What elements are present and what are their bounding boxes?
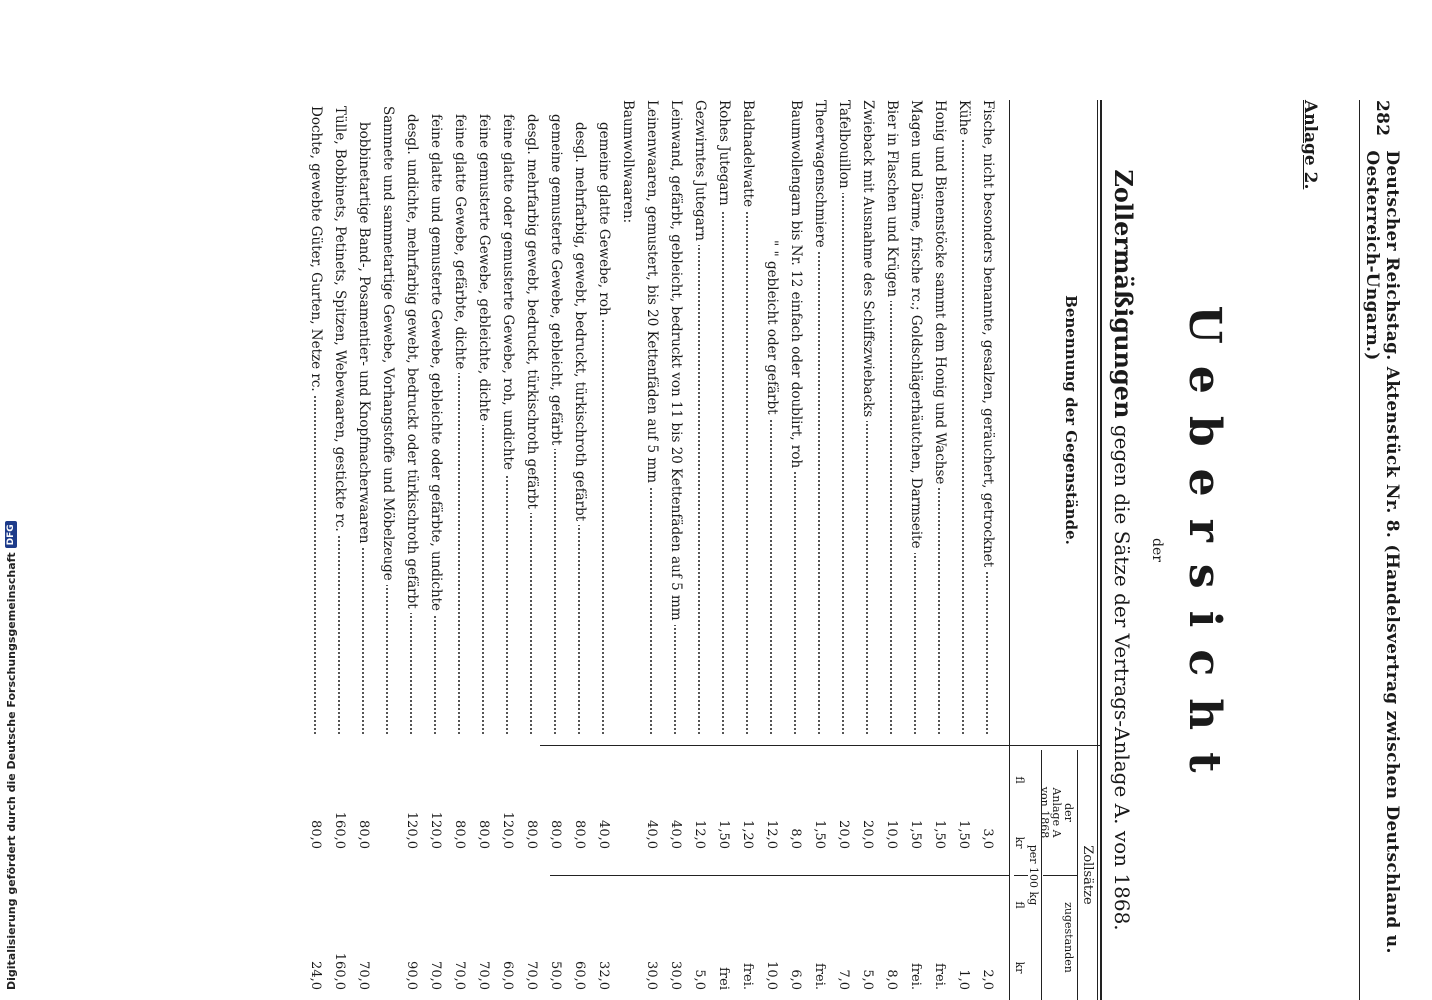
rate-1868-cell: 1,20 <box>740 820 756 849</box>
rate-1868-cell: 1,50 <box>716 820 732 849</box>
rate-1868-cell: 120,0 <box>404 811 420 849</box>
table-row <box>856 100 880 1000</box>
table-row <box>376 100 400 1000</box>
rate-1868-cell: 80,0 <box>524 820 540 849</box>
table-row <box>352 100 376 1000</box>
credit-text: Digitalisierung gefördert durch die Deutsche Forschungsgemeinschaft <box>4 552 18 990</box>
unit-fl: fl <box>1013 901 1026 909</box>
rate-conceded-cell: 24,0 <box>308 961 324 990</box>
goods-cell <box>692 100 708 740</box>
goods-name: Zwieback mit Ausnahme des Schiffszwiebacks <box>860 100 876 421</box>
goods-name: Honig und Bienenstöcke sammt dem Honig und Wachse <box>932 100 948 488</box>
goods-name: " " gebleicht oder gefärbt <box>764 100 780 419</box>
table-row <box>976 100 1000 1000</box>
goods-cell <box>524 100 540 740</box>
rate-conceded-cell: frei. <box>812 962 828 990</box>
rate-1868-cell: 12,0 <box>692 820 708 849</box>
table-row <box>568 100 592 1000</box>
goods-cell <box>956 100 972 740</box>
rate-conceded-cell: 1,0 <box>956 969 972 990</box>
rate-1868-cell: 12,0 <box>764 820 780 849</box>
goods-cell <box>932 100 948 740</box>
rate-conceded-cell: 90,0 <box>404 961 420 990</box>
rate-1868-cell: 80,0 <box>548 820 564 849</box>
rate-conceded-cell: 7,0 <box>836 969 852 990</box>
leader-dots <box>842 100 844 734</box>
goods-cell <box>812 100 828 740</box>
unit-kr: kr <box>1013 836 1026 849</box>
rate-1868-cell: 80,0 <box>572 820 588 849</box>
table-row <box>544 100 568 1000</box>
rate-conceded-cell: 70,0 <box>452 961 468 990</box>
title-connector: der <box>1149 538 1165 562</box>
rate-1868-cell: 80,0 <box>308 820 324 849</box>
goods-name: Baumwollwaaren: <box>620 100 636 227</box>
unit-labels-conceded <box>1013 875 1026 1000</box>
goods-name: Baldnadelwatte <box>740 100 756 211</box>
rate-1868-cell: 40,0 <box>668 820 684 849</box>
goods-name: Sammete und sammetartige Gewebe, Vorhangstoffe und Möbelzeuge <box>380 100 396 585</box>
table-row <box>448 100 472 1000</box>
table-row <box>904 100 928 1000</box>
rate-conceded-cell: 60,0 <box>572 961 588 990</box>
goods-cell <box>380 100 396 740</box>
table-row <box>832 100 856 1000</box>
goods-cell <box>668 100 684 740</box>
table-row <box>928 100 952 1000</box>
goods-cell <box>356 100 372 740</box>
table-row <box>880 100 904 1000</box>
rate-conceded-cell: 2,0 <box>980 969 996 990</box>
per-unit-label: per 100 kg <box>1027 844 1040 906</box>
rate-1868-cell: 40,0 <box>644 820 660 849</box>
rate-1868-cell: 160,0 <box>332 811 348 849</box>
goods-name: Leinenwaaren, gemustert, bis 20 Kettenfäden auf 5 mm <box>644 100 660 487</box>
rate-conceded-cell: 5,0 <box>860 969 876 990</box>
rate-conceded-cell: frei <box>716 967 732 990</box>
subtitle-bold: Zollermäßigungen <box>1109 169 1138 419</box>
rate-conceded-cell: 30,0 <box>668 961 684 990</box>
goods-name: desgl. undichte, mehrfarbig gewebt, bedruckt oder türkischroth gefärbt <box>404 100 420 613</box>
rate-conceded-cell: 70,0 <box>476 961 492 990</box>
table-row <box>952 100 976 1000</box>
rate-conceded-cell: 5,0 <box>692 969 708 990</box>
goods-cell <box>836 100 852 740</box>
rate-1868-cell: 120,0 <box>428 811 444 849</box>
document-page <box>170 100 1400 1000</box>
running-head <box>1364 100 1400 1000</box>
table-body-rule <box>1009 100 1010 1000</box>
rate-conceded-cell: 50,0 <box>548 961 564 990</box>
goods-cell <box>572 100 588 740</box>
unit-rule <box>1041 750 1042 1000</box>
goods-cell <box>452 100 468 740</box>
table-top-rule-thin <box>1097 100 1098 1000</box>
rate-conceded-cell: 6,0 <box>788 969 804 990</box>
goods-name: Fische, nicht besonders benannte, gesalzen, geräuchert, getrocknet <box>980 100 996 571</box>
rate-1868-cell: 20,0 <box>860 820 876 849</box>
table-row <box>760 100 784 1000</box>
goods-cell <box>428 100 444 740</box>
rate-conceded-cell: 70,0 <box>428 961 444 990</box>
duty-rates-header: Zollsätze <box>1080 845 1095 905</box>
table-row <box>424 100 448 1000</box>
rate-1868-cell: 3,0 <box>980 828 996 849</box>
table-row <box>736 100 760 1000</box>
rate-1868-cell: 10,0 <box>884 820 900 849</box>
goods-cell <box>764 100 780 740</box>
goods-cell <box>788 100 804 740</box>
table-row <box>808 100 832 1000</box>
rate-1868-cell: 80,0 <box>476 820 492 849</box>
goods-name: Rohes Jutegarn <box>716 100 732 210</box>
tariff-rows <box>304 100 1000 1000</box>
goods-cell <box>500 100 516 740</box>
table-row <box>712 100 736 1000</box>
goods-column-header: Benennung der Gegenstände. <box>1062 295 1080 545</box>
table-row <box>400 100 424 1000</box>
goods-name: feine glatte und gemusterte Gewebe, gebleichte oder gefärbte, undichte <box>428 100 444 615</box>
goods-name: gemeine glatte Gewebe, roh <box>596 100 612 320</box>
digitization-credit <box>2 524 20 990</box>
goods-name: gemeine gemusterte Gewebe, gebleicht, gefärbt <box>548 100 564 449</box>
rate-conceded-cell: 160,0 <box>332 952 348 990</box>
table-row <box>616 100 640 1000</box>
goods-name: Leinwand, gefärbt, gebleicht, bedruckt von 11 bis 20 Kettenfäden auf 5 mm <box>668 100 684 625</box>
table-row <box>328 100 352 1000</box>
goods-name: desgl. mehrfarbig gewebt, bedruckt, türkischroth gefärbt <box>524 100 540 513</box>
goods-cell <box>476 100 492 740</box>
goods-name: Gezwirntes Jutegarn <box>692 100 708 245</box>
page-subtitle <box>1109 100 1138 1000</box>
rate-conceded-cell: 70,0 <box>524 961 540 990</box>
rate-conceded-cell: 8,0 <box>884 969 900 990</box>
rate-conceded-cell: frei. <box>932 962 948 990</box>
rate-conceded-cell: 32,0 <box>596 961 612 990</box>
rate-1868-cell: 40,0 <box>596 820 612 849</box>
leader-dots <box>962 100 964 734</box>
rate-conceded-cell: 30,0 <box>644 961 660 990</box>
goods-cell <box>308 100 324 740</box>
rate-1868-cell: 8,0 <box>788 828 804 849</box>
running-head-text: Deutscher Reichstag. Aktenstück Nr. 8. (Handelsvertrag zwischen Deutschland u. Oesterreich-Ungarn.) <box>1362 150 1402 954</box>
goods-name: bobbinetartige Band-, Posamentier- und Knopfmacherwaaren <box>356 100 372 547</box>
annex-label: Anlage 2. <box>1300 100 1320 190</box>
goods-cell <box>404 100 420 740</box>
rate-conceded-cell: 60,0 <box>500 961 516 990</box>
rate-1868-cell: 80,0 <box>452 820 468 849</box>
rate-1868-cell: 20,0 <box>836 820 852 849</box>
rate-1868-cell: 1,50 <box>932 820 948 849</box>
goods-cell <box>332 100 348 740</box>
goods-name: Tülle, Bobbinets, Petinets, Spitzen, Webewaaren, gestickte rc. <box>332 100 348 536</box>
goods-cell <box>860 100 876 740</box>
goods-name: Bier in Flaschen und Krügen <box>884 100 900 301</box>
goods-cell <box>908 100 924 740</box>
unit-fl: fl <box>1013 776 1026 784</box>
table-row <box>304 100 328 1000</box>
goods-name: Magen und Därme, frische rc.; Goldschlägerhäutchen, Darmseite <box>908 100 924 553</box>
duty-header-rule <box>1077 750 1078 1000</box>
table-top-rule <box>1100 100 1102 1000</box>
goods-cell <box>620 100 636 740</box>
table-row <box>664 100 688 1000</box>
table-row <box>496 100 520 1000</box>
dfg-logo: DFG <box>5 521 17 548</box>
goods-cell <box>884 100 900 740</box>
goods-name: Baumwollengarn bis Nr. 12 einfach oder doublirt, roh <box>788 100 804 472</box>
goods-cell <box>716 100 732 740</box>
rate-conceded-cell: 10,0 <box>764 961 780 990</box>
goods-cell <box>644 100 660 740</box>
unit-labels-1868 <box>1013 750 1026 875</box>
unit-kr: kr <box>1013 961 1026 974</box>
rate-1868-cell: 120,0 <box>500 811 516 849</box>
table-row <box>592 100 616 1000</box>
goods-cell <box>740 100 756 740</box>
rate-1868-cell: 1,50 <box>908 820 924 849</box>
goods-name: Kühe <box>956 100 972 139</box>
table-row <box>520 100 544 1000</box>
table-row <box>688 100 712 1000</box>
goods-name: Theerwagenschmiere <box>812 100 828 252</box>
goods-name: feine glatte Gewebe, gefärbte, dichte <box>452 100 468 373</box>
rate-conceded-cell: 70,0 <box>356 961 372 990</box>
page-title: Uebersicht <box>1179 305 1230 795</box>
rate-1868-cell: 1,50 <box>812 820 828 849</box>
table-row <box>640 100 664 1000</box>
annex-1868-header: der Anlage A von 1868 <box>1038 786 1075 839</box>
goods-name: feine glatte oder gemusterte Gewebe, roh, undichte <box>500 100 516 474</box>
rate-1868-cell: 1,50 <box>956 820 972 849</box>
goods-name: desgl. mehrfarbig, gewebt, bedruckt, türkischroth gefärbt <box>572 100 588 525</box>
goods-name: Tafelbouillon <box>836 100 852 193</box>
goods-cell <box>980 100 996 740</box>
goods-cell <box>548 100 564 740</box>
table-row <box>784 100 808 1000</box>
table-row <box>472 100 496 1000</box>
goods-name: Dochte, gewebte Güter, Gurten, Netze rc. <box>308 100 324 396</box>
goods-name: feine gemusterte Gewebe, gebleichte, dichte <box>476 100 492 425</box>
rate-conceded-cell: frei. <box>908 962 924 990</box>
rate-1868-cell: 80,0 <box>356 820 372 849</box>
goods-cell <box>596 100 612 740</box>
subtitle-rest: gegen die Sätze der Vertrags-Anlage A. von 1868. <box>1110 418 1134 931</box>
header-rule <box>1359 100 1360 1000</box>
rate-conceded-cell: frei. <box>740 962 756 990</box>
page-number: 282 <box>1372 100 1392 137</box>
conceded-header: zugestanden <box>1062 902 1075 973</box>
